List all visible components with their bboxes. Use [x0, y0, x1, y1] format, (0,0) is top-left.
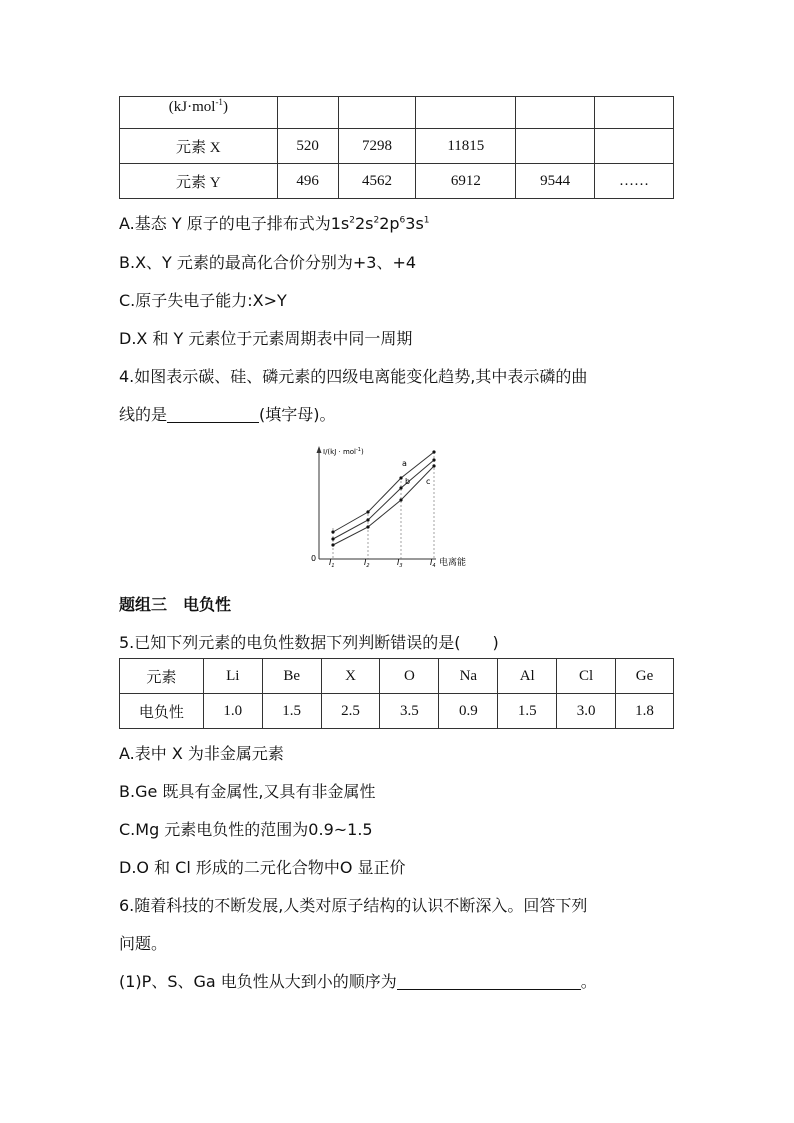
table-cell: 1.0 — [203, 694, 262, 729]
origin-label: 0 — [311, 554, 317, 563]
data-point — [399, 486, 402, 489]
x-tick-label: $I_3$ — [397, 558, 403, 569]
table-cell: 7298 — [338, 129, 416, 164]
header-cell: Be — [262, 659, 321, 694]
data-point — [432, 458, 435, 461]
table-cell: 4562 — [338, 164, 416, 199]
q5-option-a: A.表中 X 为非金属元素 — [119, 744, 284, 763]
curve-b — [333, 460, 434, 539]
row-label: 元素 Y — [120, 164, 278, 199]
section-title: 题组三 电负性 — [119, 595, 232, 614]
table-cell: 电负性 — [120, 694, 204, 729]
table-cell: 1.5 — [262, 694, 321, 729]
row-label: 元素 X — [120, 129, 278, 164]
data-points — [331, 450, 435, 546]
q5-option-c: C.Mg 元素电负性的范围为0.9~1.5 — [119, 820, 373, 839]
header-cell: Li — [203, 659, 262, 694]
x-axis-label: 电离能 — [439, 558, 467, 568]
y-axis-label: I/(kJ · mol$^{-1}$) — [323, 447, 364, 456]
data-point — [432, 450, 435, 453]
electronegativity-table — [119, 658, 674, 729]
ionization-energy-table — [119, 96, 674, 199]
data-point — [331, 537, 334, 540]
header-cell: Ge — [616, 659, 674, 694]
table-cell: 1.5 — [498, 694, 557, 729]
q5-option-d: D.O 和 Cl 形成的二元化合物中O 显正价 — [119, 858, 406, 877]
q6-stem: 6.随着科技的不断发展,人类对原子结构的认识不断深入。回答下列 — [119, 896, 588, 915]
table-row — [120, 659, 674, 694]
table-row — [120, 164, 674, 199]
x-tick-label: $I_1$ — [329, 558, 335, 569]
table-cell: 1.8 — [616, 694, 674, 729]
curve-label-b: b — [405, 477, 411, 486]
curve-label-c: c — [426, 477, 431, 486]
header-cell: Al — [498, 659, 557, 694]
data-point — [331, 543, 334, 546]
data-point — [366, 525, 369, 528]
header-cell: 元素 — [120, 659, 204, 694]
q3-option-b: B.X、Y 元素的最高化合价分别为+3、+4 — [119, 253, 417, 272]
table-cell: 9544 — [516, 164, 595, 199]
data-point — [432, 464, 435, 467]
q3-option-d: D.X 和 Y 元素位于元素周期表中同一周期 — [119, 329, 413, 348]
y-axis-arrow — [317, 446, 322, 453]
q6-sub1: (1)P、S、Ga 电负性从大到小的顺序为 。 — [119, 972, 597, 991]
table-cell: 11815 — [416, 129, 516, 164]
x-tick-label: $I_2$ — [364, 558, 370, 569]
data-point — [366, 510, 369, 513]
table-cell: 2.5 — [321, 694, 380, 729]
data-point — [399, 476, 402, 479]
table-cell — [595, 129, 674, 164]
table-row — [120, 129, 674, 164]
table-cell: …… — [595, 164, 674, 199]
header-cell: O — [380, 659, 439, 694]
table-row — [120, 97, 674, 129]
curve-label-a: a — [402, 459, 407, 468]
answer-blank[interactable] — [397, 973, 581, 990]
unit-header-cell: (kJ·mol$^{-1}$) — [120, 97, 278, 129]
table-cell: 3.0 — [557, 694, 616, 729]
table-cell: 3.5 — [380, 694, 439, 729]
q4-stem: 4.如图表示碳、硅、磷元素的四级电离能变化趋势,其中表示磷的曲 — [119, 367, 588, 386]
answer-blank[interactable] — [167, 406, 259, 423]
ionization-energy-figure — [308, 444, 480, 569]
data-point — [331, 530, 334, 533]
header-cell: Na — [439, 659, 498, 694]
table-cell: 6912 — [416, 164, 516, 199]
header-cell: X — [321, 659, 380, 694]
q3-option-c: C.原子失电子能力:X>Y — [119, 291, 287, 310]
table-cell: 0.9 — [439, 694, 498, 729]
table-row — [120, 694, 674, 729]
q4-stem-cont: 线的是 (填字母)。 — [119, 405, 336, 424]
table-cell — [516, 129, 595, 164]
q5-stem: 5.已知下列元素的电负性数据下列判断错误的是( ) — [119, 633, 499, 652]
q3-option-a: A.基态 Y 原子的电子排布式为$1s^22s^22p^63s^1$ — [119, 214, 430, 233]
data-point — [366, 518, 369, 521]
data-point — [399, 498, 402, 501]
x-tick-label: $I_4$ — [430, 558, 436, 569]
q6-stem-cont: 问题。 — [119, 934, 168, 953]
table-cell: 496 — [277, 164, 338, 199]
q5-option-b: B.Ge 既具有金属性,又具有非金属性 — [119, 782, 376, 801]
header-cell: Cl — [557, 659, 616, 694]
table-cell: 520 — [277, 129, 338, 164]
curve-a — [333, 452, 434, 532]
